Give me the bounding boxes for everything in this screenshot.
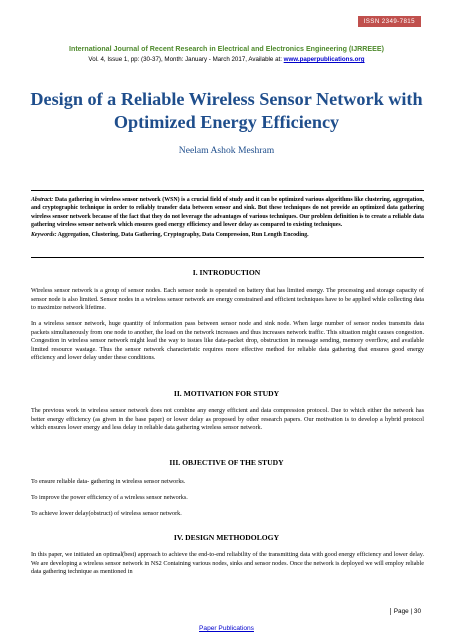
methodology-paragraph: In this paper, we initiated an optimal(best) approach to achieve the end-to-end reliability of the transmitting data with good energy efficiency and lower delay. We are developing a wireless sensor network in NS2 Containing various nodes, sinks and sensor nodes. Once the network is deployed we will employ reliable data gathering technique as mentioned in (31, 551, 424, 575)
intro-paragraph-2: In a wireless sensor network, huge quantity of information pass between sensor node and sink node. When large number of sensor nodes transmits data packets simultaneously from one node to another, the load on the network increases and thus increases network traffic. This situation might causes congestion. Congestion in wireless sensor network might lead the way to issues like data-packet drop, obstruction in message sending, memory overflow, and available limited resource wastage. Thus the sensor network characteristic requires more effective method for reliable data gathering that ensures good energy efficiency and lower delay under these conditions. (31, 320, 424, 361)
volume-info (0, 56, 453, 63)
page-number: Page | 30 (390, 608, 421, 615)
volume-text: Vol. 4, Issue 1, pp: (30-37), Month: January - March 2017, Available at: (88, 56, 284, 63)
section-heading-objective: III. OBJECTIVE OF THE STUDY (169, 458, 284, 467)
keywords-paragraph (31, 231, 424, 239)
author-name: Neelam Ashok Meshram (178, 145, 275, 156)
objective-item-3: To achieve lower delay(obstruct) of wireless sensor network. (31, 510, 182, 517)
keywords-label: Keywords: (31, 232, 57, 239)
abstract-text: Data gathering in wireless sensor network (WSN) is a crucial field of study and it can be optimized various algorithms like clustering, aggregation, and cryptographic technique in order to reliably transfer data between sensor and sink. But these techniques do not provide an optimized data gathering wireless sensor network because of the fact that they do not leverage the advantages of various techniques. Our problem definition is to create a reliable data gathering wireless sensor network which ensures good energy efficiency and lower delay as compared to existing techniques. (31, 197, 424, 228)
footer-publisher-link[interactable]: Paper Publications (199, 625, 254, 632)
abstract-box (31, 190, 424, 258)
section-heading-motivation: II. MOTIVATION FOR STUDY (173, 389, 280, 398)
intro-paragraph-1: Wireless sensor network is a group of sensor nodes. Each sensor node is operated on battery that has limited energy. The processing and storage capacity of sensor node is also limited. Sensor nodes in a wireless sensor network are energy constrained and efficient techniques have to be applied while collecting data to maximize network lifetime. (31, 287, 424, 311)
publisher-website-link[interactable]: www.paperpublications.org (283, 56, 365, 63)
abstract-paragraph (31, 196, 424, 229)
abstract-label: Abstract: (31, 197, 54, 203)
keywords-text: Aggregation, Clustering, Data Gathering, Cryptography, Data Compression, Run Length Encoding. (56, 232, 309, 239)
objective-item-2: To improve the power efficiency of a wireless sensor networks. (31, 494, 188, 501)
issn-badge: ISSN 2349-7815 (358, 16, 421, 27)
section-heading-design-methodology: IV. DESIGN METHODOLOGY (173, 533, 280, 542)
journal-name: International Journal of Recent Research in Electrical and Electronics Engineering (IJRREEE) (69, 45, 384, 53)
section-heading-introduction: I. INTRODUCTION (192, 268, 261, 277)
objective-item-1: To ensure reliable data- gathering in wireless sensor networks. (31, 478, 186, 485)
motivation-paragraph: The previous work in wireless sensor network does not combine any energy efficient and data compression protocol. Due to which either the network has better energy efficiency (as given in the base paper) or lower delay as proposed by other research papers. Our motivation is to develop a hybrid protocol which ensures lower energy and less delay in reliable data gathering wireless sensor network. (31, 407, 424, 431)
paper-title: Design of a Reliable Wireless Sensor Network with Optimized Energy Efficiency (30, 89, 423, 132)
